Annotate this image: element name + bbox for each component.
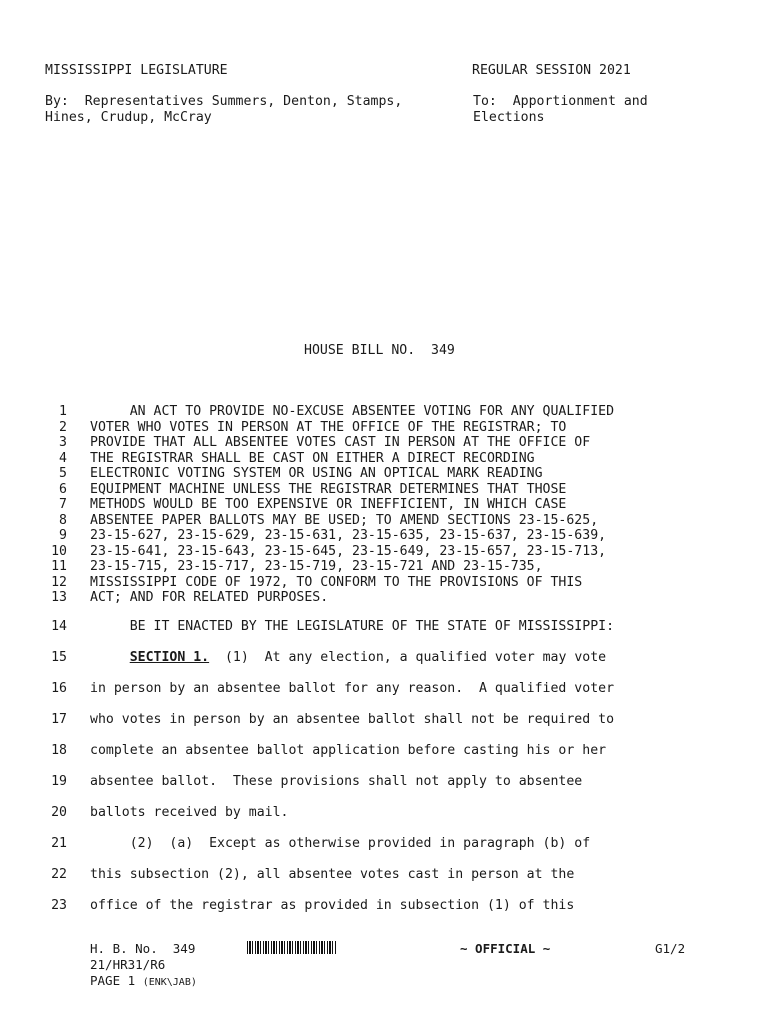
line-number: 5 — [59, 466, 67, 481]
session-label: REGULAR SESSION 2021 — [472, 63, 631, 78]
body-text-line: who votes in person by an absentee ballot shall not be required to — [90, 712, 615, 727]
act-title-line: 23-15-641, 23-15-643, 23-15-645, 23-15-649, 23-15-657, 23-15-713, — [90, 543, 607, 559]
sponsors-line-2: Hines, Crudup, McCray — [45, 110, 212, 125]
typist-initials: (ENK\JAB) — [142, 977, 197, 988]
footer-version: 21/HR31/R6 — [90, 957, 166, 972]
line-number: 21 — [51, 836, 67, 851]
bill-title: HOUSE BILL NO. 349 — [304, 343, 455, 358]
line-number: 18 — [51, 743, 67, 758]
act-title-line: 23-15-627, 23-15-629, 23-15-631, 23-15-635, 23-15-637, 23-15-639, — [90, 528, 607, 543]
act-title-line: EQUIPMENT MACHINE UNLESS THE REGISTRAR DETERMINES THAT THOSE — [90, 481, 567, 497]
body-text-line: ballots received by mail. — [90, 805, 289, 820]
line-number: 9 — [59, 528, 67, 543]
line-number: 8 — [59, 512, 67, 528]
body-text-line: in person by an absentee ballot for any reason. A qualified voter — [90, 681, 615, 696]
section-indent — [90, 650, 130, 665]
committee-line-2: Elections — [473, 110, 545, 125]
act-title-line: ELECTRONIC VOTING SYSTEM OR USING AN OPTICAL MARK READING — [90, 466, 543, 481]
line-number: 15 — [51, 650, 67, 665]
act-title-line: ACT; AND FOR RELATED PURPOSES. — [90, 590, 329, 605]
page-code: G1/2 — [655, 941, 686, 956]
act-title-line: MISSISSIPPI CODE OF 1972, TO CONFORM TO THE PROVISIONS OF THIS — [90, 574, 583, 590]
line-number: 10 — [51, 543, 67, 559]
line-number: 6 — [59, 481, 67, 497]
line-number: 13 — [51, 590, 67, 605]
line-number: 2 — [59, 419, 67, 435]
body-text-line: this subsection (2), all absentee votes cast in person at the — [90, 867, 575, 882]
page-number: PAGE 1 — [90, 973, 143, 988]
enacting-clause: BE IT ENACTED BY THE LEGISLATURE OF THE STATE OF MISSISSIPPI: — [90, 619, 615, 634]
act-title-line: VOTER WHO VOTES IN PERSON AT THE OFFICE OF THE REGISTRAR; TO — [90, 419, 567, 435]
line-number: 16 — [51, 681, 67, 696]
legislature-name: MISSISSIPPI LEGISLATURE — [45, 63, 228, 78]
line-number: 22 — [51, 867, 67, 882]
act-title-line: PROVIDE THAT ALL ABSENTEE VOTES CAST IN PERSON AT THE OFFICE OF — [90, 435, 591, 450]
line-number: 20 — [51, 805, 67, 820]
line-number: 3 — [59, 435, 67, 450]
line-number: 12 — [51, 574, 67, 590]
official-label: ~ OFFICIAL ~ — [460, 941, 551, 956]
act-title-line: AN ACT TO PROVIDE NO-EXCUSE ABSENTEE VOTING FOR ANY QUALIFIED — [90, 404, 615, 419]
body-text-line: office of the registrar as provided in subsection (1) of this — [90, 898, 575, 913]
act-title-line: ABSENTEE PAPER BALLOTS MAY BE USED; TO AMEND SECTIONS 23-15-625, — [90, 512, 599, 528]
line-number: 4 — [59, 450, 67, 466]
line-number: 17 — [51, 712, 67, 727]
act-title-line: METHODS WOULD BE TOO EXPENSIVE OR INEFFICIENT, IN WHICH CASE — [90, 497, 567, 512]
body-text-line: (2) (a) Except as otherwise provided in paragraph (b) of — [90, 836, 591, 851]
line-number: 23 — [51, 898, 67, 913]
footer-page — [90, 973, 197, 990]
line-number: 19 — [51, 774, 67, 789]
sponsors-line-1: By: Representatives Summers, Denton, Stamps, — [45, 94, 403, 109]
section-line — [90, 650, 606, 665]
line-number: 14 — [51, 619, 67, 634]
section-heading: SECTION 1. — [129, 650, 210, 665]
body-text-line: absentee ballot. These provisions shall not apply to absentee — [90, 774, 583, 789]
section-text: (1) At any election, a qualified voter may vote — [209, 650, 607, 665]
line-number: 11 — [51, 559, 67, 574]
line-number: 7 — [59, 497, 67, 512]
body-text-line: complete an absentee ballot application before casting his or her — [90, 743, 607, 758]
act-title-line: THE REGISTRAR SHALL BE CAST ON EITHER A DIRECT RECORDING — [90, 450, 535, 466]
act-title-line: 23-15-715, 23-15-717, 23-15-719, 23-15-721 AND 23-15-735, — [90, 559, 543, 574]
line-number: 1 — [59, 404, 67, 419]
footer-bill-number: H. B. No. 349 — [90, 941, 196, 956]
barcode — [247, 941, 337, 954]
committee-line-1: To: Apportionment and — [473, 94, 648, 109]
